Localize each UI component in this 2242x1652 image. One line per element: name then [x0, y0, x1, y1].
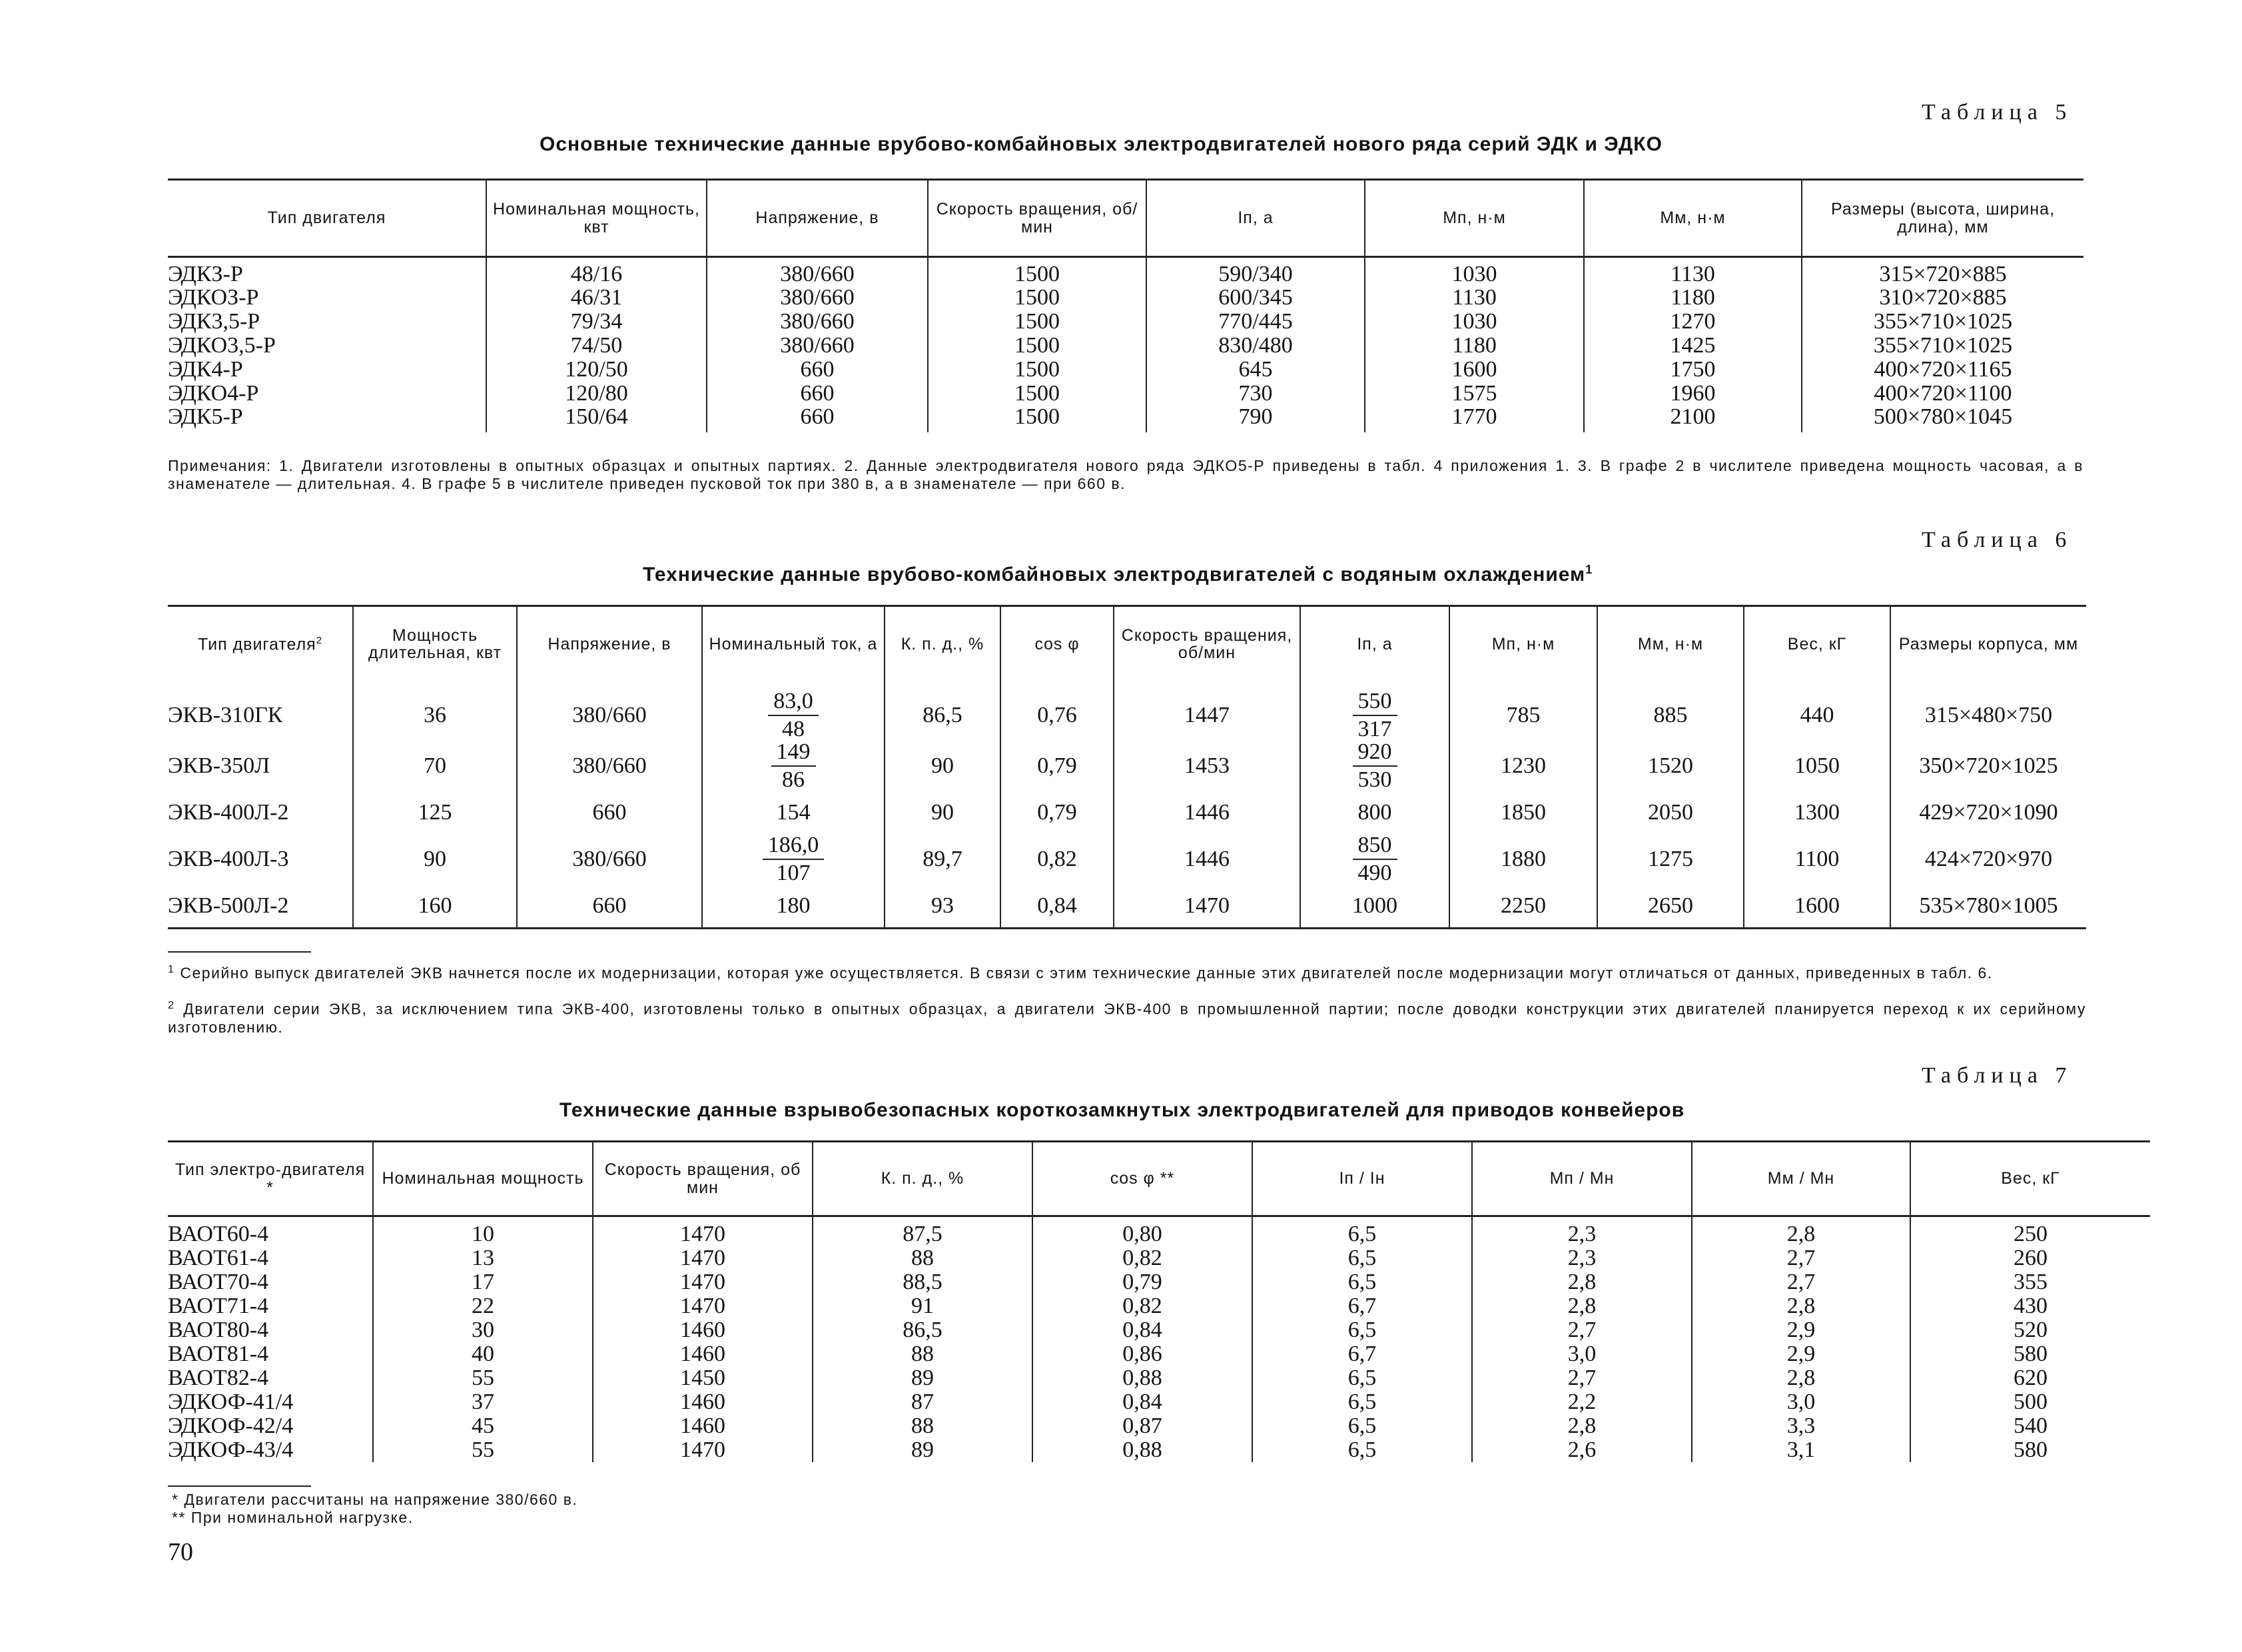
t6-cell-voltage: 660 — [517, 791, 702, 834]
t6-cell-weight: 1100 — [1744, 834, 1890, 885]
t6-h-speed: Скорость вращения, об/мин — [1114, 606, 1300, 682]
table6 — [168, 605, 2086, 929]
table-row — [168, 257, 2083, 286]
t5-cell-size: 400×720×1165 — [1802, 358, 2083, 382]
t7-cell-ip-in: 6,5 — [1252, 1318, 1472, 1342]
t7-cell-type: ВАОТ71-4 — [168, 1294, 269, 1318]
t7-cell-mp-mn: 2,3 — [1472, 1216, 1692, 1247]
t7-cell-type: ВАОТ60-4 — [168, 1222, 269, 1246]
t5-cell-type: ЭДК5-Р — [168, 404, 243, 429]
t7-cell-mp-mn: 2,6 — [1472, 1438, 1692, 1462]
t5-cell-mp: 1130 — [1365, 286, 1584, 310]
t7-cell-eff: 86,5 — [813, 1318, 1032, 1342]
t6-cell-speed: 1447 — [1114, 682, 1300, 741]
table-row — [168, 834, 2086, 885]
table-row — [168, 885, 2086, 929]
t6-h-power: Мощность длительная, квт — [353, 606, 517, 682]
table-row — [168, 286, 2083, 310]
table-row — [168, 1390, 2150, 1414]
t7-cell-mm-mn: 2,7 — [1692, 1270, 1910, 1294]
t6-cell-mm: 1275 — [1597, 834, 1744, 885]
t5-cell-size: 315×720×885 — [1802, 257, 2083, 286]
t6-cell-power: 160 — [353, 885, 517, 929]
table6-title-sup: 1 — [1585, 563, 1593, 576]
t5-cell-mp: 1180 — [1365, 334, 1584, 358]
t7-cell-mm-mn: 2,7 — [1692, 1246, 1910, 1270]
table-row — [168, 741, 2086, 791]
t5-h-size: Размеры (высота, ширина, длина), мм — [1802, 180, 2083, 257]
table6-label: Таблица 6 — [1922, 528, 2073, 552]
t7-cell-eff: 88 — [813, 1246, 1032, 1270]
t5-cell-power: 74/50 — [486, 334, 707, 358]
t7-cell-eff: 89 — [813, 1366, 1032, 1390]
t6-cell-mm: 885 — [1597, 682, 1744, 741]
t5-cell-mp: 1600 — [1365, 358, 1584, 382]
t5-cell-ip: 830/480 — [1146, 334, 1365, 358]
t7-cell-cos: 0,86 — [1032, 1342, 1252, 1366]
t7-cell-mm-mn: 3,3 — [1692, 1414, 1910, 1438]
t7-cell-weight: 520 — [1910, 1318, 2150, 1342]
t7-h-mp-mn: Mп / Mн — [1472, 1142, 1692, 1216]
t6-h-voltage: Напряжение, в — [517, 606, 702, 682]
t6-cell-eff: 90 — [885, 791, 1000, 834]
table-row — [168, 1318, 2150, 1342]
table-row — [168, 358, 2083, 382]
t7-cell-type: ВАОТ70-4 — [168, 1270, 269, 1294]
t6-cell-speed: 1446 — [1114, 834, 1300, 885]
t7-cell-speed: 1470 — [593, 1216, 813, 1247]
t6-cell-ip — [1300, 741, 1449, 791]
t6-cell-ip: 800 — [1300, 791, 1449, 834]
table-row — [168, 1438, 2150, 1462]
t7-cell-mm-mn: 2,8 — [1692, 1216, 1910, 1247]
t7-cell-cos: 0,88 — [1032, 1438, 1252, 1462]
t7-h-weight: Вес, кГ — [1910, 1142, 2150, 1216]
fraction-numerator: 83,0 — [768, 690, 819, 716]
t7-cell-ip-in: 6,5 — [1252, 1270, 1472, 1294]
t7-cell-type: ВАОТ82-4 — [168, 1366, 269, 1390]
t6-cell-voltage: 660 — [517, 885, 702, 929]
t7-cell-speed: 1470 — [593, 1246, 813, 1270]
t7-cell-ip-in: 6,5 — [1252, 1216, 1472, 1247]
fn1-mark: 1 — [168, 963, 175, 975]
t5-h-voltage: Напряжение, в — [707, 180, 928, 257]
t5-h-ip: Iп, а — [1146, 180, 1365, 257]
t7-cell-power: 13 — [373, 1246, 593, 1270]
t7-cell-eff: 88 — [813, 1342, 1032, 1366]
t6-cell-size: 424×720×970 — [1890, 834, 2086, 885]
t6-cell-size: 535×780×1005 — [1890, 885, 2086, 929]
t6-cell-weight: 1050 — [1744, 741, 1890, 791]
t6-cell-power: 125 — [353, 791, 517, 834]
table5-notes: Примечания: 1. Двигатели изготовлены в опытных образцах и опытных партиях. 2. Данные электродвигателя нового ряда ЭДКО5-Р приведены в табл. 4 приложения 1. 3. В графе 2 в числителе приведена мощность часовая, а в знаменателе — длительная. 4. В графе 5 в числителе приведен пусковой ток при 380 в, а в знаменателе — при 660 в. — [168, 457, 2083, 492]
t7-cell-cos: 0,79 — [1032, 1270, 1252, 1294]
table-row — [168, 1342, 2150, 1366]
table-row — [168, 1216, 2150, 1247]
t7-cell-mp-mn: 3,0 — [1472, 1342, 1692, 1366]
table7-label: Таблица 7 — [1922, 1063, 2073, 1088]
t7-h-power: Номинальная мощность — [373, 1142, 593, 1216]
t5-cell-voltage: 380/660 — [707, 310, 928, 334]
t7-cell-eff: 87,5 — [813, 1216, 1032, 1247]
t6-cell-cos: 0,84 — [1000, 885, 1114, 929]
t6-cell-mm: 2050 — [1597, 791, 1744, 834]
table5-label: Таблица 5 — [1922, 100, 2073, 125]
t5-cell-speed: 1500 — [928, 310, 1146, 334]
t6-h-mm: Mм, н·м — [1597, 606, 1744, 682]
t5-cell-voltage: 660 — [707, 382, 928, 406]
t6-cell-current — [702, 834, 885, 885]
t7-cell-cos: 0,80 — [1032, 1216, 1252, 1247]
t5-cell-ip: 790 — [1146, 406, 1365, 432]
t5-h-mm: Mм, н·м — [1584, 180, 1802, 257]
t7-cell-speed: 1450 — [593, 1366, 813, 1390]
t7-cell-type: ЭДКОФ-42/4 — [168, 1414, 294, 1438]
fn2-text: Двигатели серии ЭКВ, за исключением типа ЭКВ-400, изготовлены только в опытных образцах, а двигатели ЭКВ-400 в промышленной партии; после доводки конструкции этих двигателей планируется переход к их серийному изготовлению. — [168, 1000, 2087, 1036]
t5-cell-ip: 770/445 — [1146, 310, 1365, 334]
t7-cell-type: ЭДКОФ-41/4 — [168, 1390, 294, 1414]
fraction-numerator: 550 — [1353, 690, 1397, 716]
t6-h-type-text: Тип двигателя — [197, 635, 316, 654]
t5-cell-power: 79/34 — [486, 310, 707, 334]
t5-h-mp: Mп, н·м — [1365, 180, 1584, 257]
t6-cell-current — [702, 682, 885, 741]
t6-cell-type: ЭКВ-500Л-2 — [168, 885, 353, 929]
table7 — [168, 1140, 2150, 1462]
t6-cell-mp: 2250 — [1449, 885, 1597, 929]
t6-cell-power: 36 — [353, 682, 517, 741]
t7-cell-weight: 260 — [1910, 1246, 2150, 1270]
t6-h-current: Номинальный ток, а — [702, 606, 885, 682]
t6-cell-cos: 0,82 — [1000, 834, 1114, 885]
fraction-denominator: 317 — [1357, 716, 1392, 741]
t6-cell-voltage: 380/660 — [517, 834, 702, 885]
t6-cell-voltage: 380/660 — [517, 741, 702, 791]
t6-cell-ip — [1300, 682, 1449, 741]
table-row — [168, 334, 2083, 358]
t7-cell-power: 40 — [373, 1342, 593, 1366]
t7-cell-mp-mn: 2,2 — [1472, 1390, 1692, 1414]
t7-cell-power: 17 — [373, 1270, 593, 1294]
t7-cell-weight: 580 — [1910, 1342, 2150, 1366]
t6-cell-size: 315×480×750 — [1890, 682, 2086, 741]
t7-h-mm-mn: Mм / Mн — [1692, 1142, 1910, 1216]
table-row — [168, 310, 2083, 334]
t7-cell-power: 55 — [373, 1438, 593, 1462]
t5-cell-size: 355×710×1025 — [1802, 310, 2083, 334]
t5-cell-speed: 1500 — [928, 286, 1146, 310]
t5-cell-mm: 1130 — [1584, 257, 1802, 286]
t5-cell-voltage: 380/660 — [707, 286, 928, 310]
t7-cell-weight: 540 — [1910, 1414, 2150, 1438]
t6-cell-speed: 1470 — [1114, 885, 1300, 929]
t7-cell-speed: 1470 — [593, 1438, 813, 1462]
fn2-mark: 2 — [168, 999, 175, 1011]
t7-cell-eff: 89 — [813, 1438, 1032, 1462]
t5-cell-size: 310×720×885 — [1802, 286, 2083, 310]
t5-cell-voltage: 380/660 — [707, 257, 928, 286]
t7-cell-mm-mn: 2,8 — [1692, 1294, 1910, 1318]
t6-h-size: Размеры корпуса, мм — [1890, 606, 2086, 682]
t6-cell-cos: 0,79 — [1000, 741, 1114, 791]
t7-cell-weight: 580 — [1910, 1438, 2150, 1462]
t5-cell-mp: 1575 — [1365, 382, 1584, 406]
t6-h-ip: Iп, а — [1300, 606, 1449, 682]
t5-cell-size: 400×720×1100 — [1802, 382, 2083, 406]
t7-cell-speed: 1460 — [593, 1414, 813, 1438]
page-number: 70 — [168, 1538, 193, 1566]
t7-cell-mp-mn: 2,7 — [1472, 1318, 1692, 1342]
t5-cell-voltage: 660 — [707, 406, 928, 432]
t7-cell-power: 30 — [373, 1318, 593, 1342]
t6-cell-type: ЭКВ-310ГК — [168, 702, 283, 727]
t7-cell-cos: 0,87 — [1032, 1414, 1252, 1438]
table7-footnote-2: ** При номинальной нагрузке. — [172, 1509, 414, 1526]
t6-cell-ip — [1300, 834, 1449, 885]
t7-h-ip-in: Iп / Iн — [1252, 1142, 1472, 1216]
t7-cell-speed: 1470 — [593, 1270, 813, 1294]
t7-cell-weight: 355 — [1910, 1270, 2150, 1294]
t7-cell-power: 10 — [373, 1216, 593, 1247]
fraction-numerator: 920 — [1353, 741, 1397, 767]
t5-h-type: Тип двигателя — [168, 180, 486, 257]
t5-cell-type: ЭДКО3,5-Р — [168, 333, 276, 358]
t6-h-eff: К. п. д., % — [885, 606, 1000, 682]
t6-cell-eff: 93 — [885, 885, 1000, 929]
t7-cell-mp-mn: 2,8 — [1472, 1294, 1692, 1318]
t5-cell-power: 120/50 — [486, 358, 707, 382]
fraction-denominator: 530 — [1357, 767, 1392, 792]
table6-title — [643, 563, 1593, 586]
t5-cell-mm: 1425 — [1584, 334, 1802, 358]
t5-cell-ip: 590/340 — [1146, 257, 1365, 286]
table-row — [168, 1294, 2150, 1318]
t7-cell-type: ВАОТ61-4 — [168, 1246, 269, 1270]
t6-cell-mp: 785 — [1449, 682, 1597, 741]
t7-cell-mm-mn: 3,1 — [1692, 1438, 1910, 1462]
t6-cell-eff: 86,5 — [885, 682, 1000, 741]
t5-cell-speed: 1500 — [928, 406, 1146, 432]
t6-cell-ip: 1000 — [1300, 885, 1449, 929]
table7-title: Технические данные взрывобезопасных короткозамкнутых электродвигателей для приводов конвейеров — [560, 1099, 1685, 1121]
t6-cell-type: ЭКВ-400Л-2 — [168, 799, 289, 825]
t7-cell-eff: 91 — [813, 1294, 1032, 1318]
t5-cell-voltage: 660 — [707, 358, 928, 382]
table-row — [168, 406, 2083, 432]
t5-cell-speed: 1500 — [928, 334, 1146, 358]
t7-cell-mp-mn: 2,8 — [1472, 1414, 1692, 1438]
t6-cell-mp: 1880 — [1449, 834, 1597, 885]
t6-cell-mp: 1850 — [1449, 791, 1597, 834]
table-row — [168, 1270, 2150, 1294]
t7-cell-speed: 1460 — [593, 1318, 813, 1342]
table5-title: Основные технические данные врубово-комбайновых электродвигателей нового ряда серий ЭДК и ЭДКО — [540, 133, 1663, 155]
t6-h-cos: cos φ — [1000, 606, 1114, 682]
t7-cell-power: 45 — [373, 1414, 593, 1438]
table-row — [168, 682, 2086, 741]
t6-cell-eff: 89,7 — [885, 834, 1000, 885]
t5-cell-mp: 1030 — [1365, 257, 1584, 286]
t6-h-type-sup: 2 — [316, 634, 323, 646]
t6-cell-power: 90 — [353, 834, 517, 885]
table-row — [168, 1414, 2150, 1438]
table6-footnote-2 — [168, 997, 2086, 1036]
fraction-numerator: 149 — [771, 741, 816, 767]
table-row — [168, 791, 2086, 834]
t5-cell-size: 500×780×1045 — [1802, 406, 2083, 432]
t6-cell-cos: 0,76 — [1000, 682, 1114, 741]
t6-cell-current: 154 — [702, 791, 885, 834]
t7-cell-eff: 87 — [813, 1390, 1032, 1414]
t7-cell-weight: 620 — [1910, 1366, 2150, 1390]
t7-cell-type: ЭДКОФ-43/4 — [168, 1438, 294, 1462]
t5-cell-type: ЭДКО4-Р — [168, 381, 259, 406]
t6-cell-size: 429×720×1090 — [1890, 791, 2086, 834]
t5-cell-ip: 730 — [1146, 382, 1365, 406]
t6-cell-weight: 440 — [1744, 682, 1890, 741]
t7-cell-cos: 0,82 — [1032, 1294, 1252, 1318]
t7-h-eff: К. п. д., % — [813, 1142, 1032, 1216]
t6-cell-mm: 2650 — [1597, 885, 1744, 929]
t5-h-power: Номинальная мощность, квт — [486, 180, 707, 257]
t7-cell-power: 55 — [373, 1366, 593, 1390]
t7-cell-ip-in: 6,7 — [1252, 1294, 1472, 1318]
t5-cell-mp: 1770 — [1365, 406, 1584, 432]
t5-cell-mm: 1960 — [1584, 382, 1802, 406]
t7-cell-eff: 88,5 — [813, 1270, 1032, 1294]
t7-cell-mm-mn: 2,8 — [1692, 1366, 1910, 1390]
t6-cell-speed: 1446 — [1114, 791, 1300, 834]
t7-cell-weight: 250 — [1910, 1216, 2150, 1247]
fn1-text: Серийно выпуск двигателей ЭКВ начнется после их модернизации, которая уже осуществляется. В связи с этим технические данные этих двигателей после модернизации могут отличаться от данных, приведенных в табл. 6. — [180, 964, 1993, 982]
table6-footnote-1 — [168, 961, 2086, 983]
t7-cell-cos: 0,88 — [1032, 1366, 1252, 1390]
t7-cell-mp-mn: 2,8 — [1472, 1270, 1692, 1294]
t6-cell-weight: 1600 — [1744, 885, 1890, 929]
t5-cell-power: 46/31 — [486, 286, 707, 310]
t7-cell-mp-mn: 2,7 — [1472, 1366, 1692, 1390]
t6-cell-mp: 1230 — [1449, 741, 1597, 791]
t5-cell-type: ЭДК4-Р — [168, 357, 243, 382]
t6-cell-voltage: 380/660 — [517, 682, 702, 741]
t5-cell-type: ЭДКОЗ-Р — [168, 285, 259, 310]
t7-cell-ip-in: 6,5 — [1252, 1246, 1472, 1270]
t5-cell-ip: 600/345 — [1146, 286, 1365, 310]
t7-cell-cos: 0,84 — [1032, 1390, 1252, 1414]
table7-footnote-1: * Двигатели рассчитаны на напряжение 380/660 в. — [172, 1491, 578, 1508]
t7-cell-mm-mn: 2,9 — [1692, 1318, 1910, 1342]
t6-h-weight: Вес, кГ — [1744, 606, 1890, 682]
fraction-numerator: 850 — [1353, 834, 1397, 860]
t5-cell-ip: 645 — [1146, 358, 1365, 382]
t5-cell-mm: 1750 — [1584, 358, 1802, 382]
t6-cell-type: ЭКВ-400Л-3 — [168, 846, 289, 871]
t5-cell-power: 120/80 — [486, 382, 707, 406]
t6-cell-power: 70 — [353, 741, 517, 791]
t5-cell-size: 355×710×1025 — [1802, 334, 2083, 358]
t7-cell-cos: 0,82 — [1032, 1246, 1252, 1270]
t7-h-cos: cos φ ** — [1032, 1142, 1252, 1216]
t7-cell-mm-mn: 3,0 — [1692, 1390, 1910, 1414]
t7-cell-type: ВАОТ81-4 — [168, 1342, 269, 1366]
t7-cell-speed: 1470 — [593, 1294, 813, 1318]
t5-cell-mm: 1180 — [1584, 286, 1802, 310]
fraction-denominator: 490 — [1357, 860, 1392, 885]
t6-cell-type: ЭКВ-350Л — [168, 753, 270, 778]
t6-cell-speed: 1453 — [1114, 741, 1300, 791]
t7-cell-ip-in: 6,7 — [1252, 1342, 1472, 1366]
t7-cell-type: ВАОТ80-4 — [168, 1318, 269, 1342]
t7-cell-weight: 430 — [1910, 1294, 2150, 1318]
t5-cell-mp: 1030 — [1365, 310, 1584, 334]
t5-cell-mm: 1270 — [1584, 310, 1802, 334]
t6-cell-size: 350×720×1025 — [1890, 741, 2086, 791]
t7-cell-ip-in: 6,5 — [1252, 1438, 1472, 1462]
t5-cell-type: ЭДКЗ-Р — [168, 262, 243, 286]
footnote-rule-6 — [168, 951, 311, 953]
t5-cell-mm: 2100 — [1584, 406, 1802, 432]
table-row — [168, 1366, 2150, 1390]
t5-cell-voltage: 380/660 — [707, 334, 928, 358]
t7-cell-speed: 1460 — [593, 1342, 813, 1366]
t6-cell-cos: 0,79 — [1000, 791, 1114, 834]
t6-cell-current: 180 — [702, 885, 885, 929]
t7-cell-ip-in: 6,5 — [1252, 1414, 1472, 1438]
t5-cell-speed: 1500 — [928, 382, 1146, 406]
t7-cell-cos: 0,84 — [1032, 1318, 1252, 1342]
t7-cell-ip-in: 6,5 — [1252, 1390, 1472, 1414]
t7-h-speed: Скорость вращения, об мин — [593, 1142, 813, 1216]
t5-h-speed: Скорость вращения, об/мин — [928, 180, 1146, 257]
t7-cell-speed: 1460 — [593, 1390, 813, 1414]
t5-cell-power: 48/16 — [486, 257, 707, 286]
fraction-denominator: 86 — [782, 767, 805, 792]
t5-cell-type: ЭДК3,5-Р — [168, 309, 260, 334]
table5 — [168, 179, 2083, 432]
t6-cell-mm: 1520 — [1597, 741, 1744, 791]
t6-h-mp: Mп, н·м — [1449, 606, 1597, 682]
footnote-rule-7 — [168, 1485, 311, 1487]
t7-cell-power: 22 — [373, 1294, 593, 1318]
table6-title-text: Технические данные врубово-комбайновых электродвигателей с водяным охлаждением — [643, 564, 1586, 586]
t6-h-type — [168, 606, 353, 682]
t6-cell-eff: 90 — [885, 741, 1000, 791]
t5-cell-power: 150/64 — [486, 406, 707, 432]
t7-cell-weight: 500 — [1910, 1390, 2150, 1414]
t7-cell-ip-in: 6,5 — [1252, 1366, 1472, 1390]
t7-cell-mp-mn: 2,3 — [1472, 1246, 1692, 1270]
table-row — [168, 382, 2083, 406]
fraction-denominator: 48 — [782, 716, 805, 741]
t7-cell-eff: 88 — [813, 1414, 1032, 1438]
t7-h-type: Тип электро-двигателя * — [168, 1142, 373, 1216]
fraction-denominator: 107 — [776, 860, 811, 885]
t5-cell-speed: 1500 — [928, 358, 1146, 382]
table-row — [168, 1246, 2150, 1270]
t6-cell-weight: 1300 — [1744, 791, 1890, 834]
t7-cell-mm-mn: 2,9 — [1692, 1342, 1910, 1366]
fraction-numerator: 186,0 — [763, 834, 825, 860]
t5-cell-speed: 1500 — [928, 257, 1146, 286]
t7-cell-power: 37 — [373, 1390, 593, 1414]
t6-cell-current — [702, 741, 885, 791]
